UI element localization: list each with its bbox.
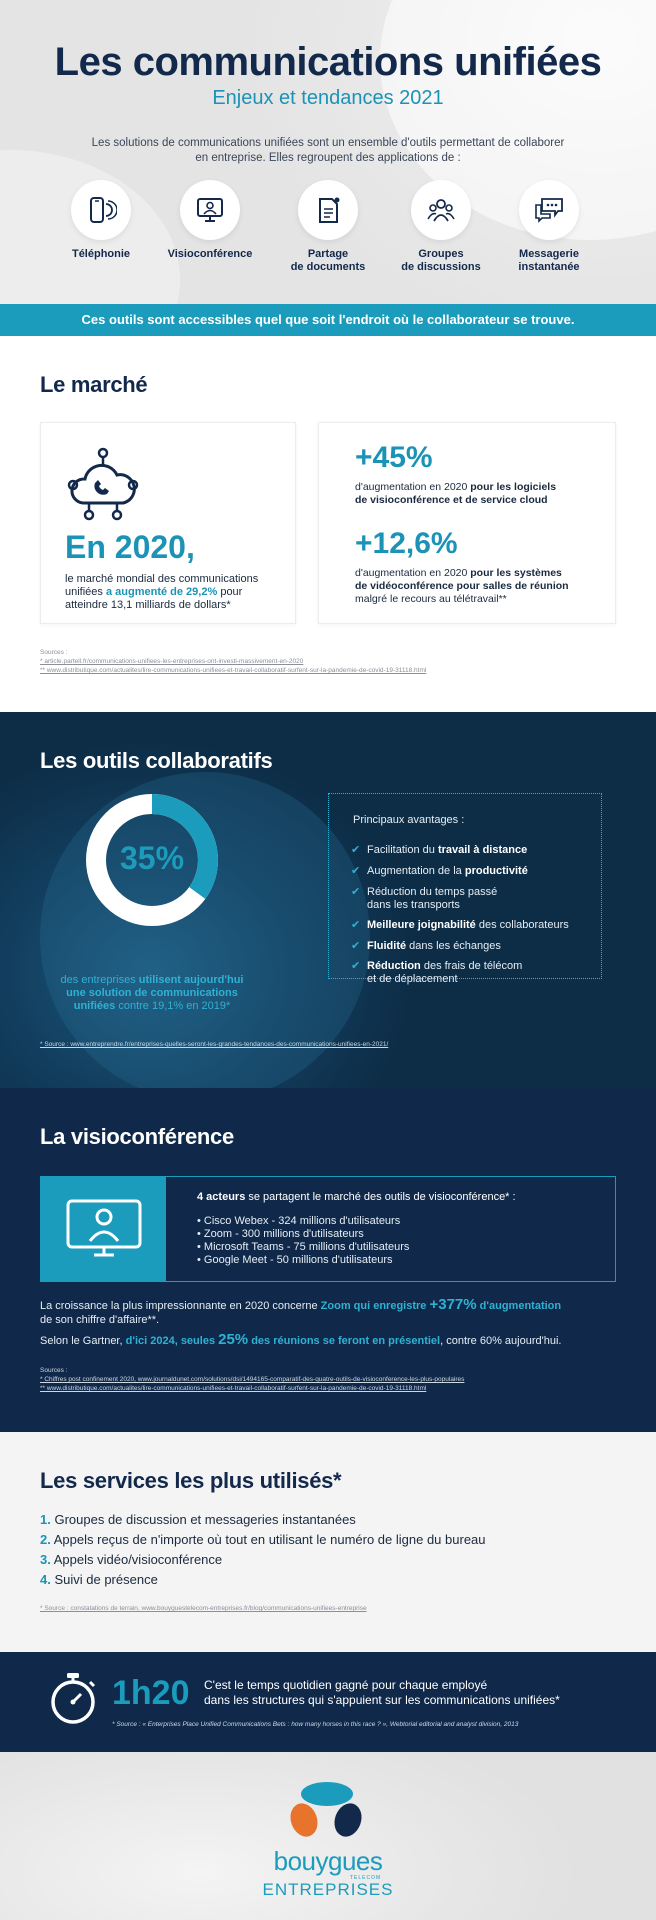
text-line: le marché mondial des communications — [65, 573, 259, 585]
growth-text — [40, 1298, 630, 1327]
bold-text: utilisent aujourd'hui — [138, 974, 244, 986]
source-line — [40, 1375, 464, 1384]
sources — [40, 1040, 388, 1049]
source-link[interactable]: ** www.distributique.com/actualites/lire-communications-unifiees-et-travail-collaboratif-surfent-sur-la-pandemie-de-covid-19-31118.html — [40, 1385, 427, 1392]
source-link[interactable]: * Source : www.entreprendre.fr/entreprises-quelles-seront-les-grandes-tendances-des-communications-unifiees-en-2021/ — [40, 1041, 389, 1048]
check-icon: ✔ — [351, 844, 361, 856]
advantage-item — [351, 844, 527, 857]
text-line: C'est le temps quotidien gagné pour chaque employé — [204, 1678, 488, 1692]
text-fragment: dans les échanges — [406, 940, 501, 952]
app-label-line: de discussions — [401, 261, 481, 273]
accessibility-banner: Ces outils sont accessibles quel que soit l'endroit où le collaborateur se trouve. — [0, 304, 656, 336]
bold-text: Meilleure joignabilité — [367, 919, 476, 931]
app-icon-circle — [519, 180, 579, 240]
check-icon: ✔ — [351, 960, 361, 972]
advantages-box — [328, 793, 602, 985]
text-fragment: d'augmentation en 2020 — [355, 481, 471, 493]
app-label — [273, 248, 383, 274]
sources-label: Sources : — [40, 649, 68, 656]
app-label — [155, 248, 265, 261]
highlight-number: +377% — [429, 1296, 477, 1313]
brand-subline: ENTREPRISES — [262, 1880, 394, 1899]
group-icon — [425, 194, 457, 226]
intro-text — [70, 136, 586, 166]
list-item — [40, 1552, 222, 1567]
app-telephony — [46, 180, 156, 261]
list-number: 1. — [40, 1512, 51, 1527]
highlight-text: Zoom qui enregistre — [320, 1300, 430, 1312]
text-fragment: d'augmentation en 2020 — [355, 567, 471, 579]
highlight-text: d'augmentation — [476, 1300, 562, 1312]
app-label-line: Groupes — [418, 248, 464, 260]
app-label-line: Partage — [307, 248, 349, 260]
bold-text: pour les systèmes — [470, 567, 562, 579]
source-link[interactable]: * Chiffres post confinement 2020, www.journaldunet.com/solutions/dsi/1494165-comparatif-des-quatre-outils-de-visioconference-les-plus-populaires — [40, 1376, 465, 1383]
header-section — [0, 0, 656, 304]
brand-small: TELECOM — [350, 1875, 382, 1881]
bold-text: une solution de communications — [66, 987, 238, 999]
brand-name: bouygues — [273, 1846, 383, 1876]
bold-text: Réduction — [367, 960, 421, 972]
donut-label: 35% — [119, 840, 185, 876]
actors-intro — [197, 1191, 516, 1203]
bold-text: de vidéoconférence pour salles de réunion — [355, 580, 569, 592]
time-description — [204, 1678, 624, 1708]
sources — [40, 648, 426, 675]
text-fragment: pour — [217, 586, 243, 598]
actors-box — [40, 1176, 616, 1282]
market-text — [65, 573, 285, 612]
text-line — [40, 1298, 630, 1313]
list-item — [40, 1512, 356, 1527]
list-item — [40, 1572, 158, 1587]
text-line: de son chiffre d'affaire**. — [40, 1314, 160, 1326]
app-icon-circle — [180, 180, 240, 240]
page-subtitle: Enjeux et tendances 2021 — [212, 87, 444, 109]
stat-value: +45% — [355, 441, 433, 474]
app-label — [494, 248, 604, 274]
donut-caption — [40, 974, 264, 1013]
app-label-line: Téléphonie — [71, 248, 131, 260]
video-conference-icon — [194, 194, 226, 226]
source-link[interactable]: ** www.distributique.com/actualites/lire-communications-unifiees-et-travail-collaboratif-surfent-sur-la-pandemie-de-covid-19-31118.html — [40, 667, 427, 674]
app-label-line: Visioconférence — [167, 248, 253, 260]
list-text: Appels reçus de n'importe où tout en utilisant le numéro de ligne du bureau — [53, 1532, 486, 1547]
gartner-text — [40, 1332, 630, 1349]
bold-text: travail à distance — [437, 844, 528, 856]
text-fragment: unifiées — [65, 586, 106, 598]
bold-text: unifiées — [73, 1000, 116, 1012]
text-line — [355, 494, 605, 507]
bold-text: pour les logiciels — [470, 481, 557, 493]
advantage-item — [351, 919, 569, 932]
phone-icon — [85, 194, 117, 226]
list-number: 4. — [40, 1572, 51, 1587]
market-card — [40, 422, 296, 624]
logo-shape-navy — [330, 1800, 366, 1841]
list-number: 3. — [40, 1552, 51, 1567]
app-instant-messaging — [494, 180, 604, 274]
intro-line: en entreprise. Elles regroupent des applications de : — [195, 152, 461, 164]
highlight-text: des réunions se feront en présentiel — [248, 1335, 441, 1347]
section-title: La visioconférence — [40, 1124, 234, 1149]
text-fragment: Augmentation de la — [367, 865, 465, 877]
page-title: Les communications unifiées — [54, 40, 602, 84]
videoconference-section — [0, 1088, 656, 1432]
advantage-item — [351, 865, 528, 878]
bouygues-logo-icon — [282, 1780, 372, 1844]
collaborative-tools-section — [0, 712, 656, 1088]
source-line — [40, 666, 426, 675]
section-title: Le marché — [40, 372, 148, 397]
text-line: dans les structures qui s'appuient sur les communications unifiées* — [204, 1693, 560, 1707]
list-item: • Google Meet - 50 millions d'utilisateurs — [197, 1254, 393, 1266]
text-line — [40, 974, 264, 987]
intro-line: Les solutions de communications unifiées sont un ensemble d'outils permettant de collaborer — [91, 137, 565, 149]
app-visioconference — [155, 180, 265, 261]
actors-list — [197, 1215, 409, 1267]
stat-value: +12,6% — [355, 527, 458, 560]
stat-description — [355, 567, 605, 606]
chat-icon — [532, 194, 566, 226]
sources: * Source : « Enterprises Place Unified Communications Bets : how many horses in this race ? », Webtorial editorial and analyst division, 2013 — [112, 1721, 519, 1728]
text-fragment: des collaborateurs — [475, 919, 569, 931]
bold-text: Fluidité — [367, 940, 407, 952]
text-fragment: des entreprises — [60, 974, 139, 986]
advantage-item — [351, 940, 501, 953]
source-link[interactable]: * article.partell.fr/communications-unifiees-les-entreprises-ont-investi-massivement-en-2020 — [40, 658, 304, 665]
text-fragment: La croissance la plus impressionnante en 2020 concerne — [40, 1300, 321, 1312]
highlight-text: a augmenté de 29,2% — [105, 586, 218, 598]
check-icon: ✔ — [351, 940, 361, 952]
text-fragment: Réduction du temps passé — [367, 886, 498, 898]
market-headline: En 2020, — [65, 529, 195, 565]
text-line — [355, 481, 605, 494]
time-value: 1h20 — [112, 1674, 190, 1712]
list-item — [40, 1532, 486, 1547]
stat-description — [355, 481, 605, 507]
check-icon: ✔ — [351, 865, 361, 877]
sources — [40, 1604, 367, 1613]
section-title: Les services les plus utilisés* — [40, 1468, 342, 1493]
list-item: • Cisco Webex - 324 millions d'utilisateurs — [197, 1215, 401, 1227]
text-line — [40, 1000, 264, 1013]
source-line — [40, 657, 426, 666]
text-fragment: , contre 60% aujourd'hui. — [440, 1335, 562, 1347]
list-text: Appels vidéo/visioconférence — [53, 1552, 223, 1567]
section-title: Les outils collaboratifs — [40, 748, 273, 773]
check-icon: ✔ — [351, 886, 361, 898]
list-item: • Microsoft Teams - 75 millions d'utilisateurs — [197, 1241, 410, 1253]
list-text: Suivi de présence — [54, 1572, 158, 1587]
app-label — [46, 248, 156, 261]
logo-shape-orange — [286, 1800, 322, 1841]
text-fragment: Facilitation du — [367, 844, 438, 856]
text-line — [355, 567, 605, 580]
text-fragment: et de déplacement — [367, 973, 458, 985]
monitor-user-icon — [64, 1197, 144, 1261]
app-label-line: Messagerie — [519, 248, 579, 260]
source-line — [40, 1384, 464, 1393]
text-line: atteindre 13,1 milliards de dollars* — [65, 599, 231, 611]
app-label-line: instantanée — [518, 261, 580, 273]
text-line — [65, 586, 285, 599]
check-icon: ✔ — [351, 919, 361, 931]
bold-text: 4 acteurs — [197, 1191, 246, 1203]
text-line: malgré le recours au télétravail** — [355, 593, 507, 605]
list-text: Groupes de discussion et messageries instantanées — [54, 1512, 356, 1527]
app-icon-circle — [71, 180, 131, 240]
list-item: • Zoom - 300 millions d'utilisateurs — [197, 1228, 364, 1240]
app-label-line: de documents — [290, 261, 366, 273]
list-number: 2. — [40, 1532, 51, 1547]
highlight-text: d'ici 2024, seules — [125, 1335, 219, 1347]
text-fragment: se partagent le marché des outils de visioconférence* : — [245, 1191, 516, 1203]
sources-label: Sources : — [40, 1367, 68, 1374]
app-document-share — [273, 180, 383, 274]
cloud-network-icon — [65, 445, 141, 521]
text-fragment: contre 19,1% en 2019* — [115, 1000, 231, 1012]
advantage-item — [351, 960, 522, 986]
advantage-item — [351, 886, 497, 912]
time-saved-band — [0, 1652, 656, 1752]
app-label — [386, 248, 496, 274]
text-fragment: des frais de télécom — [420, 960, 523, 972]
app-icon-circle — [411, 180, 471, 240]
advantages-title: Principaux avantages : — [353, 814, 465, 826]
market-section — [0, 336, 656, 712]
text-fragment: dans les transports — [367, 899, 460, 911]
text-line — [40, 987, 264, 1000]
bold-text: productivité — [464, 865, 528, 877]
stats-card — [318, 422, 616, 624]
document-share-icon — [312, 194, 344, 226]
highlight-number: 25% — [218, 1331, 249, 1348]
sources — [40, 1366, 464, 1393]
app-icon-circle — [298, 180, 358, 240]
logo-shape-blue — [301, 1782, 353, 1806]
footer-section — [0, 1752, 656, 1920]
app-discussion-groups — [386, 180, 496, 274]
services-section — [0, 1432, 656, 1652]
monitor-icon-panel — [41, 1177, 166, 1281]
source-link[interactable]: * Source : constatations de terrain, www.bouyguestelecom-entreprises.fr/blog/communications-unifiees-entreprise — [40, 1605, 367, 1612]
text-fragment: Selon le Gartner, — [40, 1335, 126, 1347]
bold-text: de visioconférence et de service cloud — [355, 494, 548, 506]
text-line — [355, 580, 605, 593]
stopwatch-icon — [48, 1670, 98, 1726]
